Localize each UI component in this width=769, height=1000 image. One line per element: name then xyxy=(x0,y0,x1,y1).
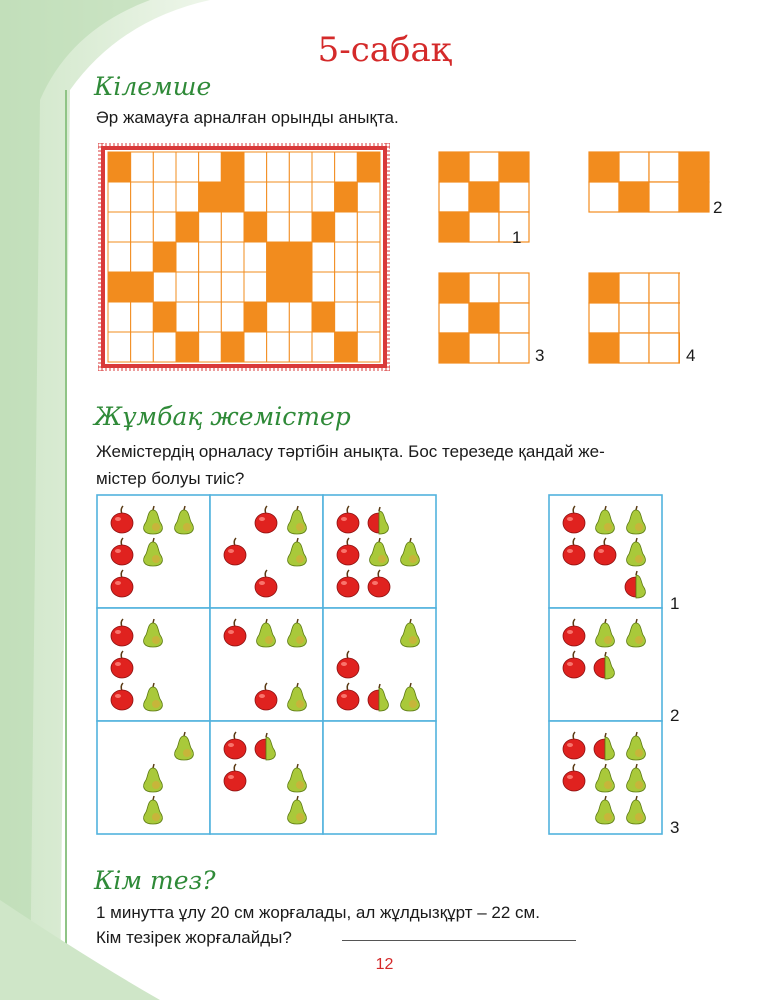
rug-figure xyxy=(98,143,390,371)
patch-cell xyxy=(679,182,709,212)
rug-cell xyxy=(221,242,244,272)
patch-cell xyxy=(619,182,649,212)
rug-cell xyxy=(289,302,312,332)
rug-cell xyxy=(312,272,335,302)
rug-cell xyxy=(221,152,244,182)
rug-cell xyxy=(153,302,176,332)
patch-cell xyxy=(469,212,499,242)
rug-cell xyxy=(244,152,267,182)
rug-cell xyxy=(153,182,176,212)
patch-cell xyxy=(619,333,649,363)
patch-cell xyxy=(649,333,679,363)
fruit-grid-cell xyxy=(97,495,210,608)
patch-cell xyxy=(619,303,649,333)
rug-cell xyxy=(244,212,267,242)
rug-cell xyxy=(357,152,380,182)
rug-cell xyxy=(312,212,335,242)
rug-cell xyxy=(289,152,312,182)
rug-cell xyxy=(221,212,244,242)
rug-cell xyxy=(199,152,222,182)
patch-1-label: 1 xyxy=(512,228,522,247)
fruit-option-1-label: 1 xyxy=(670,594,680,613)
rug-instruction: Әр жамауға арналған орынды анықта. xyxy=(96,108,399,127)
fruit-grid-cell xyxy=(97,721,210,834)
patch-cell xyxy=(469,333,499,363)
patch-cell xyxy=(499,273,529,303)
rug-cell xyxy=(244,272,267,302)
fruit-grid-cell xyxy=(323,495,436,608)
patch-cell xyxy=(439,273,469,303)
rug-cell xyxy=(199,212,222,242)
rug-cell xyxy=(153,212,176,242)
who-faster-line1: 1 минутта ұлу 20 см жорғалады, ал жұлдызқұрт – 22 см. xyxy=(96,903,540,922)
rug-cell xyxy=(221,272,244,302)
rug-cell xyxy=(312,332,335,362)
rug-cell xyxy=(289,332,312,362)
rug-cell xyxy=(335,272,358,302)
fruit-option-1[interactable] xyxy=(549,495,662,608)
rug-cell xyxy=(153,152,176,182)
patch-cell xyxy=(469,152,499,182)
patch-cell xyxy=(619,273,649,303)
patch-2[interactable] xyxy=(588,151,710,213)
rug-pattern xyxy=(108,152,380,362)
rug-cell xyxy=(267,152,290,182)
rug-cell xyxy=(176,182,199,212)
rug-cell xyxy=(289,182,312,212)
patch-cell xyxy=(439,333,469,363)
rug-cell xyxy=(131,182,154,212)
rug-cell xyxy=(108,272,131,302)
patch-cell xyxy=(469,273,499,303)
fruit-answer-options xyxy=(548,494,664,836)
rug-cell xyxy=(221,302,244,332)
patch-cell xyxy=(589,182,619,212)
patch-cell xyxy=(589,333,619,363)
rug-cell xyxy=(176,152,199,182)
rug-cell xyxy=(357,302,380,332)
patch-cell xyxy=(439,212,469,242)
fruit-grid-cell xyxy=(210,721,323,834)
rug-cell xyxy=(357,242,380,272)
patch-cell xyxy=(649,303,679,333)
rug-cell xyxy=(289,272,312,302)
fruit-grid-cell[interactable] xyxy=(323,721,436,834)
patch-4[interactable] xyxy=(588,272,680,364)
fruit-grid-cell xyxy=(210,608,323,721)
fruit-grid-cell xyxy=(97,608,210,721)
patch-cell xyxy=(619,152,649,182)
rug-cell xyxy=(335,152,358,182)
rug-cell xyxy=(108,212,131,242)
rug-cell xyxy=(312,242,335,272)
rug-cell xyxy=(267,302,290,332)
rug-cell xyxy=(335,332,358,362)
patch-cell xyxy=(649,152,679,182)
patch-cell xyxy=(589,273,619,303)
rug-cell xyxy=(131,332,154,362)
patch-cell xyxy=(499,333,529,363)
rug-cell xyxy=(357,182,380,212)
rug-cell xyxy=(335,212,358,242)
patch-cell xyxy=(439,303,469,333)
rug-cell xyxy=(176,272,199,302)
fruits-instruction-line2: містер болуы тиіс? xyxy=(96,469,245,488)
rug-cell xyxy=(153,272,176,302)
rug-cell xyxy=(199,182,222,212)
rug-cell xyxy=(131,242,154,272)
rug-cell xyxy=(357,272,380,302)
patch-cell xyxy=(649,182,679,212)
who-faster-line2: Кім тезірек жорғалайды? xyxy=(96,928,292,947)
rug-cell xyxy=(131,212,154,242)
patch-cell xyxy=(679,273,680,303)
rug-cell xyxy=(289,212,312,242)
rug-cell xyxy=(335,302,358,332)
section-heading-fruits: Жұмбақ жемістер xyxy=(94,402,351,431)
answer-line[interactable] xyxy=(342,940,576,941)
rug-cell xyxy=(357,212,380,242)
patch-cell xyxy=(469,182,499,212)
rug-cell xyxy=(244,182,267,212)
patch-cell xyxy=(499,303,529,333)
rug-cell xyxy=(131,152,154,182)
patch-3[interactable] xyxy=(438,272,530,364)
rug-cell xyxy=(108,302,131,332)
rug-cell xyxy=(131,272,154,302)
rug-cell xyxy=(199,302,222,332)
rug-cell xyxy=(244,302,267,332)
rug-cell xyxy=(131,302,154,332)
rug-cell xyxy=(176,212,199,242)
rug-cell xyxy=(312,182,335,212)
rug-cell xyxy=(176,332,199,362)
fruit-option-2-label: 2 xyxy=(670,706,680,725)
page-number: 12 xyxy=(375,956,394,973)
patch-cell xyxy=(469,303,499,333)
rug-cell xyxy=(289,242,312,272)
rug-cell xyxy=(312,302,335,332)
rug-cell xyxy=(335,242,358,272)
rug-cell xyxy=(108,182,131,212)
rug-cell xyxy=(199,332,222,362)
fruit-grid-cell xyxy=(210,495,323,608)
rug-cell xyxy=(267,332,290,362)
rug-cell xyxy=(335,182,358,212)
fruit-puzzle-grid xyxy=(96,494,438,836)
rug-cell xyxy=(244,242,267,272)
rug-cell xyxy=(357,332,380,362)
patch-cell xyxy=(589,303,619,333)
rug-cell xyxy=(108,242,131,272)
section-heading-rug: Кілемше xyxy=(94,72,212,101)
patch-cell xyxy=(679,333,680,363)
section-heading-who-faster: Кім тез? xyxy=(94,866,216,895)
patch-cell xyxy=(499,152,529,182)
fruit-option-3[interactable] xyxy=(549,721,662,834)
rug-cell xyxy=(312,152,335,182)
patch-cell xyxy=(439,152,469,182)
rug-cell xyxy=(221,332,244,362)
fruit-option-3-label: 3 xyxy=(670,818,680,837)
rug-cell xyxy=(221,182,244,212)
rug-cell xyxy=(199,272,222,302)
rug-cell xyxy=(267,272,290,302)
rug-cell xyxy=(244,332,267,362)
rug-cell xyxy=(153,242,176,272)
fruits-instruction-line1: Жемістердің орналасу тәртібін анықта. Бос терезеде қандай же- xyxy=(96,442,605,461)
rug-cell xyxy=(199,242,222,272)
patch-4-label: 4 xyxy=(686,346,696,365)
rug-cell xyxy=(108,332,131,362)
patch-cell xyxy=(679,303,680,333)
patch-2-label: 2 xyxy=(713,198,723,217)
rug-cell xyxy=(153,332,176,362)
patch-cell xyxy=(439,182,469,212)
patch-cell xyxy=(499,182,529,212)
patch-3-label: 3 xyxy=(535,346,545,365)
patch-cell xyxy=(649,273,679,303)
patch-cell xyxy=(679,152,709,182)
rug-cell xyxy=(267,212,290,242)
patch-cell xyxy=(589,152,619,182)
rug-cell xyxy=(176,242,199,272)
rug-cell xyxy=(176,302,199,332)
page-title: 5-сабақ xyxy=(317,30,452,70)
rug-cell xyxy=(108,152,131,182)
rug-cell xyxy=(267,242,290,272)
fruit-option-2[interactable] xyxy=(549,608,662,721)
fruit-grid-cell xyxy=(323,608,436,721)
rug-cell xyxy=(267,182,290,212)
